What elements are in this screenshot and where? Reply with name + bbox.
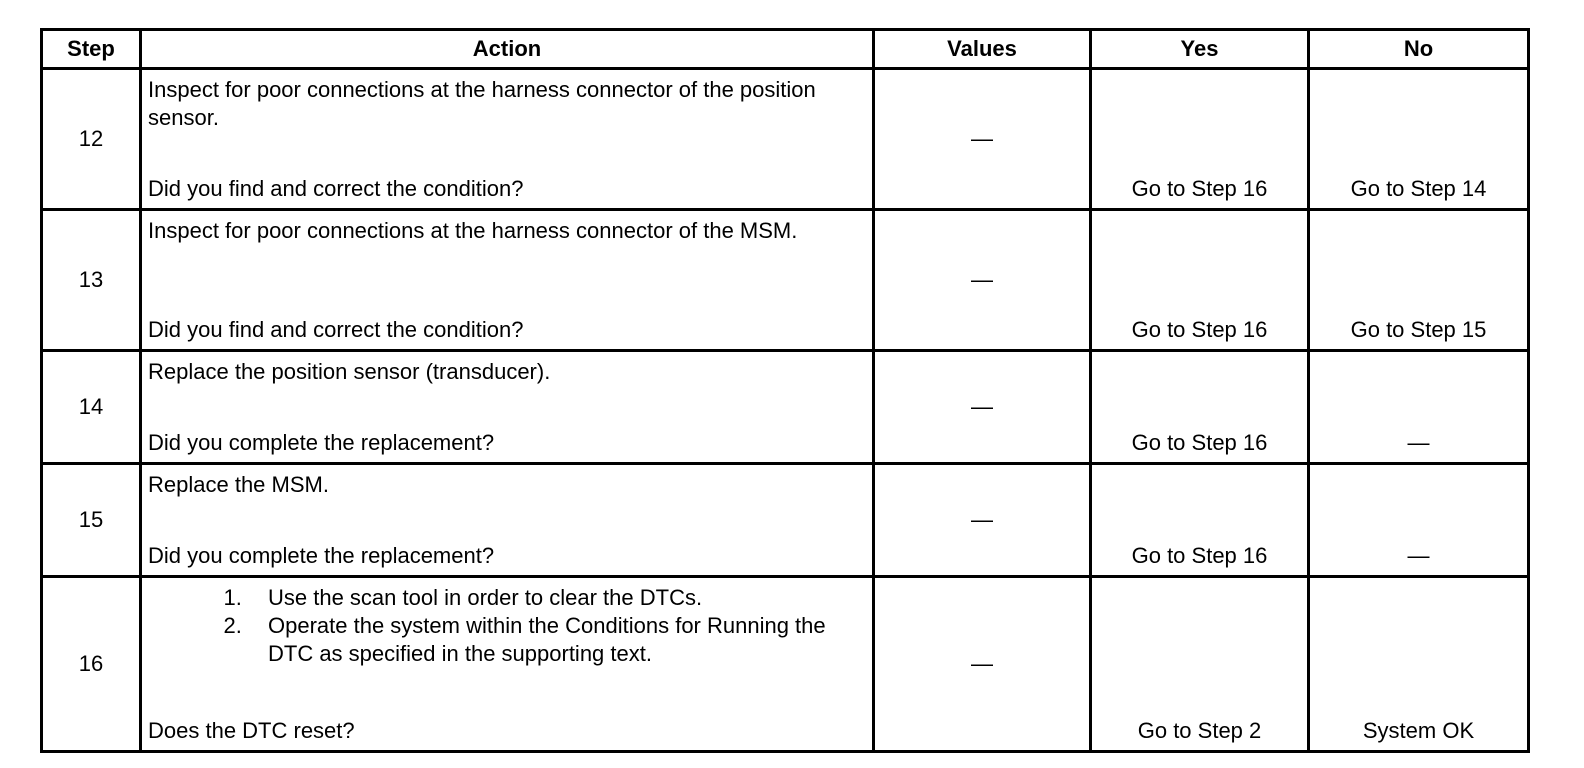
table-row	[42, 210, 1529, 351]
header-values: Values	[874, 30, 1091, 69]
no-cell: —	[1309, 464, 1529, 577]
no-cell: —	[1309, 351, 1529, 464]
step-number: 13	[42, 210, 141, 351]
step-number: 16	[42, 577, 141, 752]
action-question: Did you complete the replacement?	[148, 543, 495, 568]
action-cell	[141, 464, 874, 577]
step-number: 12	[42, 69, 141, 210]
action-cell	[141, 210, 874, 351]
action-instruction: Replace the position sensor (transducer).	[148, 359, 551, 384]
header-no: No	[1309, 30, 1529, 69]
diagnostic-table	[40, 28, 1530, 753]
header-step: Step	[42, 30, 141, 69]
action-question: Does the DTC reset?	[148, 718, 355, 743]
action-cell	[141, 69, 874, 210]
values-cell: —	[874, 69, 1091, 210]
values-cell: —	[874, 577, 1091, 752]
step-number: 14	[42, 351, 141, 464]
action-question: Did you find and correct the condition?	[148, 317, 524, 342]
list-item: 2. Operate the system within the Conditions for Running the DTC as specified in the supporting text.	[248, 612, 864, 668]
action-question: Did you complete the replacement?	[148, 430, 495, 455]
table-row	[42, 577, 1529, 752]
action-instruction: Inspect for poor connections at the harness connector of the position sensor.	[148, 77, 816, 130]
list-item: 1. Use the scan tool in order to clear the DTCs.	[248, 584, 864, 612]
header-yes: Yes	[1091, 30, 1309, 69]
yes-cell: Go to Step 16	[1091, 210, 1309, 351]
values-cell: —	[874, 351, 1091, 464]
action-cell	[141, 351, 874, 464]
no-cell: System OK	[1309, 577, 1529, 752]
step-number: 15	[42, 464, 141, 577]
yes-cell: Go to Step 16	[1091, 464, 1309, 577]
table-row	[42, 69, 1529, 210]
header-action: Action	[141, 30, 874, 69]
no-cell: Go to Step 15	[1309, 210, 1529, 351]
header-row	[42, 30, 1529, 69]
action-question: Did you find and correct the condition?	[148, 176, 524, 201]
no-cell: Go to Step 14	[1309, 69, 1529, 210]
action-instruction: Inspect for poor connections at the harness connector of the MSM.	[148, 218, 798, 243]
action-numbered-list	[148, 584, 864, 668]
values-cell: —	[874, 210, 1091, 351]
table-row	[42, 351, 1529, 464]
yes-cell: Go to Step 16	[1091, 351, 1309, 464]
yes-cell: Go to Step 16	[1091, 69, 1309, 210]
table-row	[42, 464, 1529, 577]
action-instruction: Replace the MSM.	[148, 472, 329, 497]
yes-cell: Go to Step 2	[1091, 577, 1309, 752]
action-cell	[141, 577, 874, 752]
values-cell: —	[874, 464, 1091, 577]
